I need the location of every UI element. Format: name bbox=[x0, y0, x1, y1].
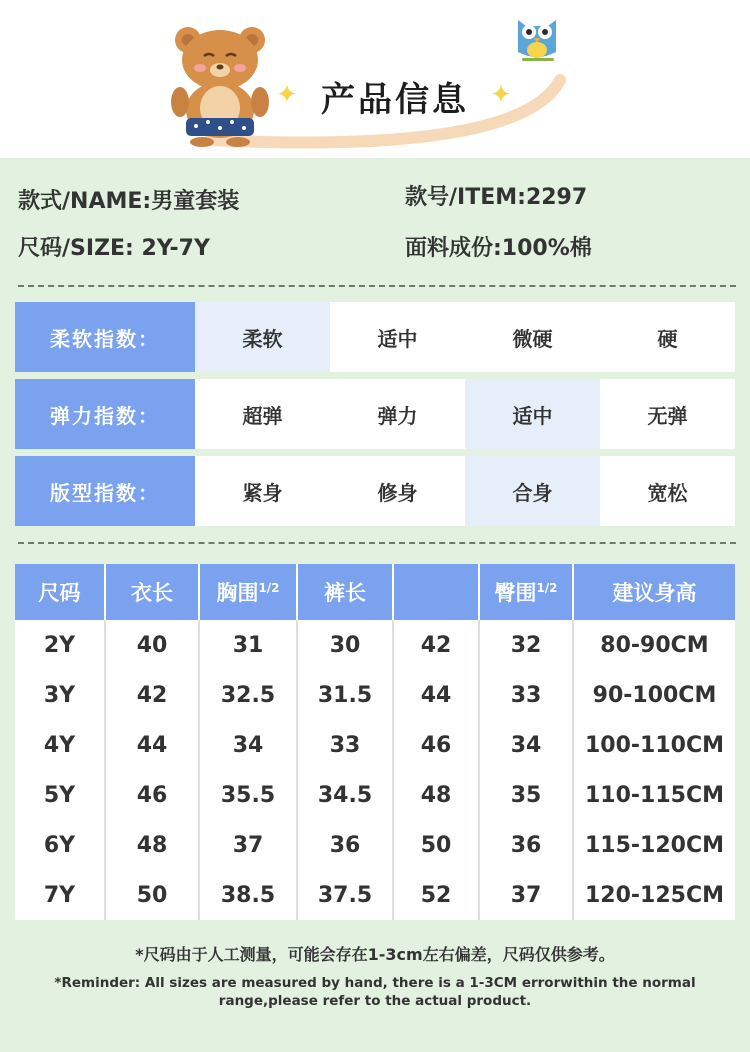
column-header: 裤长 bbox=[297, 564, 393, 620]
info-size: 尺码/SIZE: 2Y-7Y bbox=[18, 236, 210, 261]
table-cell: 5Y bbox=[15, 770, 105, 820]
column-header: 臀围$^{1/2}$ bbox=[479, 564, 573, 620]
table-cell: 110-115CM bbox=[573, 770, 735, 820]
table-cell: 35.5 bbox=[199, 770, 297, 820]
table-cell: 120-125CM bbox=[573, 870, 735, 920]
table-cell: 3Y bbox=[15, 670, 105, 720]
table-cell: 100-110CM bbox=[573, 720, 735, 770]
dashed-divider bbox=[18, 285, 736, 287]
table-cell: 44 bbox=[393, 670, 479, 720]
page-title-box bbox=[300, 70, 490, 130]
table-row bbox=[15, 870, 735, 920]
table-cell: 46 bbox=[105, 770, 199, 820]
header-banner bbox=[0, 0, 750, 158]
table-cell: 35 bbox=[479, 770, 573, 820]
property-option: 弹力 bbox=[330, 379, 465, 449]
property-option: 微硬 bbox=[465, 302, 600, 372]
property-option: 适中 bbox=[330, 302, 465, 372]
table-row bbox=[15, 770, 735, 820]
table-cell: 115-120CM bbox=[573, 820, 735, 870]
table-cell: 48 bbox=[393, 770, 479, 820]
info-fabric: 面料成份:100%棉 bbox=[405, 236, 592, 261]
table-cell: 80-90CM bbox=[573, 620, 735, 670]
column-header: 胸围$^{1/2}$ bbox=[199, 564, 297, 620]
table-cell: 6Y bbox=[15, 820, 105, 870]
property-label: 版型指数： bbox=[15, 456, 195, 526]
owl-icon bbox=[512, 12, 562, 64]
table-row bbox=[15, 670, 735, 720]
table-cell: 32.5 bbox=[199, 670, 297, 720]
size-table bbox=[15, 564, 735, 920]
table-cell: 50 bbox=[393, 820, 479, 870]
property-label: 弹力指数： bbox=[15, 379, 195, 449]
measurement-note-cn: *尺码由于人工测量，可能会存在1-3cm左右偏差，尺码仅供参考。 bbox=[135, 945, 615, 964]
table-cell: 38.5 bbox=[199, 870, 297, 920]
table-row bbox=[15, 820, 735, 870]
sparkle-icon: ✦ bbox=[276, 80, 298, 110]
column-header: 衣长 bbox=[105, 564, 199, 620]
table-cell: 42 bbox=[393, 620, 479, 670]
property-option: 无弹 bbox=[600, 379, 735, 449]
table-cell: 32 bbox=[479, 620, 573, 670]
bear-mascot-icon bbox=[160, 18, 280, 148]
property-row-elasticity bbox=[15, 379, 735, 449]
table-cell: 40 bbox=[105, 620, 199, 670]
column-header bbox=[393, 564, 479, 620]
property-option: 紧身 bbox=[195, 456, 330, 526]
table-cell: 34.5 bbox=[297, 770, 393, 820]
property-option: 适中 bbox=[465, 379, 600, 449]
table-cell: 2Y bbox=[15, 620, 105, 670]
table-cell: 33 bbox=[297, 720, 393, 770]
table-cell: 33 bbox=[479, 670, 573, 720]
property-option: 宽松 bbox=[600, 456, 735, 526]
table-cell: 44 bbox=[105, 720, 199, 770]
table-cell: 48 bbox=[105, 820, 199, 870]
table-cell: 46 bbox=[393, 720, 479, 770]
sparkle-icon: ✦ bbox=[490, 80, 512, 110]
table-cell: 36 bbox=[479, 820, 573, 870]
page-title: 产品信息 bbox=[321, 80, 469, 120]
table-cell: 52 bbox=[393, 870, 479, 920]
column-header: 尺码 bbox=[15, 564, 105, 620]
info-name: 款式/NAME:男童套装 bbox=[18, 189, 240, 214]
table-cell: 34 bbox=[199, 720, 297, 770]
property-row-softness bbox=[15, 302, 735, 372]
table-cell: 37 bbox=[479, 870, 573, 920]
table-cell: 36 bbox=[297, 820, 393, 870]
table-cell: 90-100CM bbox=[573, 670, 735, 720]
table-cell: 7Y bbox=[15, 870, 105, 920]
property-option: 柔软 bbox=[195, 302, 330, 372]
table-cell: 42 bbox=[105, 670, 199, 720]
table-cell: 30 bbox=[297, 620, 393, 670]
column-header: 建议身高 bbox=[573, 564, 735, 620]
table-cell: 31.5 bbox=[297, 670, 393, 720]
table-cell: 37 bbox=[199, 820, 297, 870]
table-row bbox=[15, 720, 735, 770]
dashed-divider bbox=[18, 542, 736, 544]
table-cell: 31 bbox=[199, 620, 297, 670]
table-cell: 34 bbox=[479, 720, 573, 770]
property-option: 合身 bbox=[465, 456, 600, 526]
table-header-row bbox=[15, 564, 735, 620]
property-option: 修身 bbox=[330, 456, 465, 526]
info-item: 款号/ITEM:2297 bbox=[405, 185, 588, 210]
table-cell: 37.5 bbox=[297, 870, 393, 920]
measurement-note-en: *Reminder: All sizes are measured by hand, there is a 1-3CM errorwithin the normal range,please refer to the actual product. bbox=[54, 975, 696, 1009]
property-label: 柔软指数： bbox=[15, 302, 195, 372]
property-row-fit bbox=[15, 456, 735, 526]
table-cell: 50 bbox=[105, 870, 199, 920]
table-cell: 4Y bbox=[15, 720, 105, 770]
property-option: 硬 bbox=[600, 302, 735, 372]
property-option: 超弹 bbox=[195, 379, 330, 449]
table-row bbox=[15, 620, 735, 670]
